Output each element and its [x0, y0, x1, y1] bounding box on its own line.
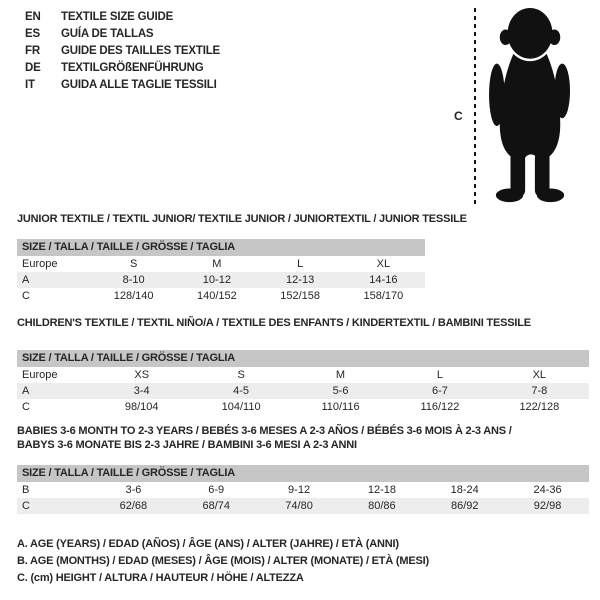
guide-title: GUIDE DES TAILLES TEXTILE	[61, 45, 220, 57]
table-cell: 62/68	[119, 500, 148, 512]
language-code: ES	[25, 28, 40, 40]
table-cell: 3-4	[133, 385, 150, 397]
table-cell: 10-12	[202, 274, 231, 286]
size-table	[17, 239, 425, 304]
table-cell: 18-24	[450, 484, 479, 496]
table-cell: 6-9	[208, 484, 225, 496]
language-code: FR	[25, 45, 40, 57]
row-label: Europe	[22, 258, 58, 270]
guide-title: GUIDA ALLE TAGLIE TESSILI	[61, 79, 217, 91]
size-section-children	[17, 316, 589, 415]
table-row	[17, 288, 425, 304]
row-label: C	[22, 500, 30, 512]
size-section-junior	[17, 212, 589, 304]
table-row	[17, 482, 589, 498]
language-row	[25, 26, 220, 43]
section-title: BABIES 3-6 MONTH TO 2-3 YEARS / BEBÉS 3-6 MESES A 2-3 AÑOS / BÉBÉS 3-6 MOIS À 2-3 ANS /	[17, 425, 512, 437]
table-row	[17, 367, 589, 383]
row-label: A	[22, 385, 30, 397]
table-row	[17, 256, 425, 272]
table-cell: S	[237, 369, 245, 381]
language-row	[25, 60, 220, 77]
table-cell: XL	[376, 258, 391, 270]
row-label: C	[22, 290, 30, 302]
row-label: A	[22, 274, 30, 286]
table-cell: 4-5	[233, 385, 250, 397]
height-measure-label: C	[454, 109, 463, 123]
table-cell: 98/104	[124, 401, 159, 413]
table-cell: 7-8	[531, 385, 548, 397]
legend-line-a: A. AGE (YEARS) / EDAD (AÑOS) / ÂGE (ANS) / ALTER (JAHRE) / ETÀ (ANNI)	[17, 538, 399, 550]
table-header-bar: SIZE / TALLA / TAILLE / GRÖSSE / TAGLIA	[17, 350, 589, 367]
table-cell: 110/116	[321, 401, 360, 413]
language-row	[25, 43, 220, 60]
section-title: CHILDREN'S TEXTILE / TEXTIL NIÑO/A / TEXTILE DES ENFANTS / KINDERTEXTIL / BAMBINI TESSILE	[17, 317, 531, 329]
row-label: C	[22, 401, 30, 413]
table-cell: XS	[134, 369, 150, 381]
table-cell: 128/140	[113, 290, 154, 302]
table-cell: L	[297, 258, 304, 270]
section-title: JUNIOR TEXTILE / TEXTIL JUNIOR/ TEXTILE JUNIOR / JUNIORTEXTIL / JUNIOR TESSILE	[17, 213, 467, 225]
table-cell: 12-18	[367, 484, 396, 496]
language-row	[25, 9, 220, 26]
size-section-babies	[17, 424, 589, 514]
table-row	[17, 272, 425, 288]
table-cell: 116/122	[420, 401, 460, 413]
table-cell: M	[212, 258, 222, 270]
table-row	[17, 399, 589, 415]
language-code: DE	[25, 62, 41, 74]
table-cell: L	[436, 369, 443, 381]
table-cell: 14-16	[369, 274, 398, 286]
table-cell: 152/158	[280, 290, 320, 302]
table-cell: 80/86	[368, 500, 396, 512]
toddler-silhouette-icon	[483, 7, 578, 207]
size-table	[17, 350, 589, 415]
table-cell: 9-12	[288, 484, 311, 496]
guide-title: GUÍA DE TALLAS	[61, 28, 154, 40]
table-cell: 104/110	[221, 401, 261, 413]
table-cell: XL	[532, 369, 547, 381]
table-header-bar: SIZE / TALLA / TAILLE / GRÖSSE / TAGLIA	[17, 465, 589, 482]
table-row	[17, 498, 589, 514]
height-figure	[452, 5, 584, 211]
table-cell: 140/152	[196, 290, 237, 302]
legend-line-b: B. AGE (MONTHS) / EDAD (MESES) / ÂGE (MOIS) / ALTER (MONATE) / ETÀ (MESI)	[17, 555, 429, 567]
row-label: B	[22, 484, 30, 496]
table-cell: 74/80	[285, 500, 313, 512]
section-title: BABYS 3-6 MONATE BIS 2-3 JAHRE / BAMBINI 3-6 MESI A 2-3 ANNI	[17, 439, 357, 451]
measure-legend	[17, 536, 589, 587]
table-cell: S	[129, 258, 138, 270]
size-table	[17, 465, 589, 514]
language-row	[25, 77, 220, 94]
language-code: EN	[25, 11, 41, 23]
legend-line-c: C. (cm) HEIGHT / ALTURA / HAUTEUR / HÖHE / ALTEZZA	[17, 572, 304, 584]
row-label: Europe	[22, 369, 58, 381]
table-cell: 92/98	[533, 500, 562, 512]
table-cell: 68/74	[202, 500, 230, 512]
table-cell: 122/128	[519, 401, 560, 413]
table-cell: 158/170	[363, 290, 404, 302]
table-cell: 86/92	[450, 500, 479, 512]
table-cell: 3-6	[125, 484, 142, 496]
table-cell: M	[335, 369, 346, 381]
table-cell: 6-7	[431, 385, 448, 397]
size-sections	[17, 212, 589, 587]
table-row	[17, 383, 589, 399]
table-header-bar: SIZE / TALLA / TAILLE / GRÖSSE / TAGLIA	[17, 239, 425, 256]
table-cell: 24-36	[533, 484, 562, 496]
language-code: IT	[25, 79, 35, 91]
table-cell: 8-10	[122, 274, 145, 286]
language-title-list	[25, 9, 220, 94]
guide-title: TEXTILGRÖßENFÜHRUNG	[61, 62, 204, 74]
table-cell: 12-13	[286, 274, 315, 286]
height-measure-dashed-line	[474, 8, 476, 206]
table-cell: 5-6	[332, 385, 349, 397]
guide-title: TEXTILE SIZE GUIDE	[61, 11, 174, 23]
